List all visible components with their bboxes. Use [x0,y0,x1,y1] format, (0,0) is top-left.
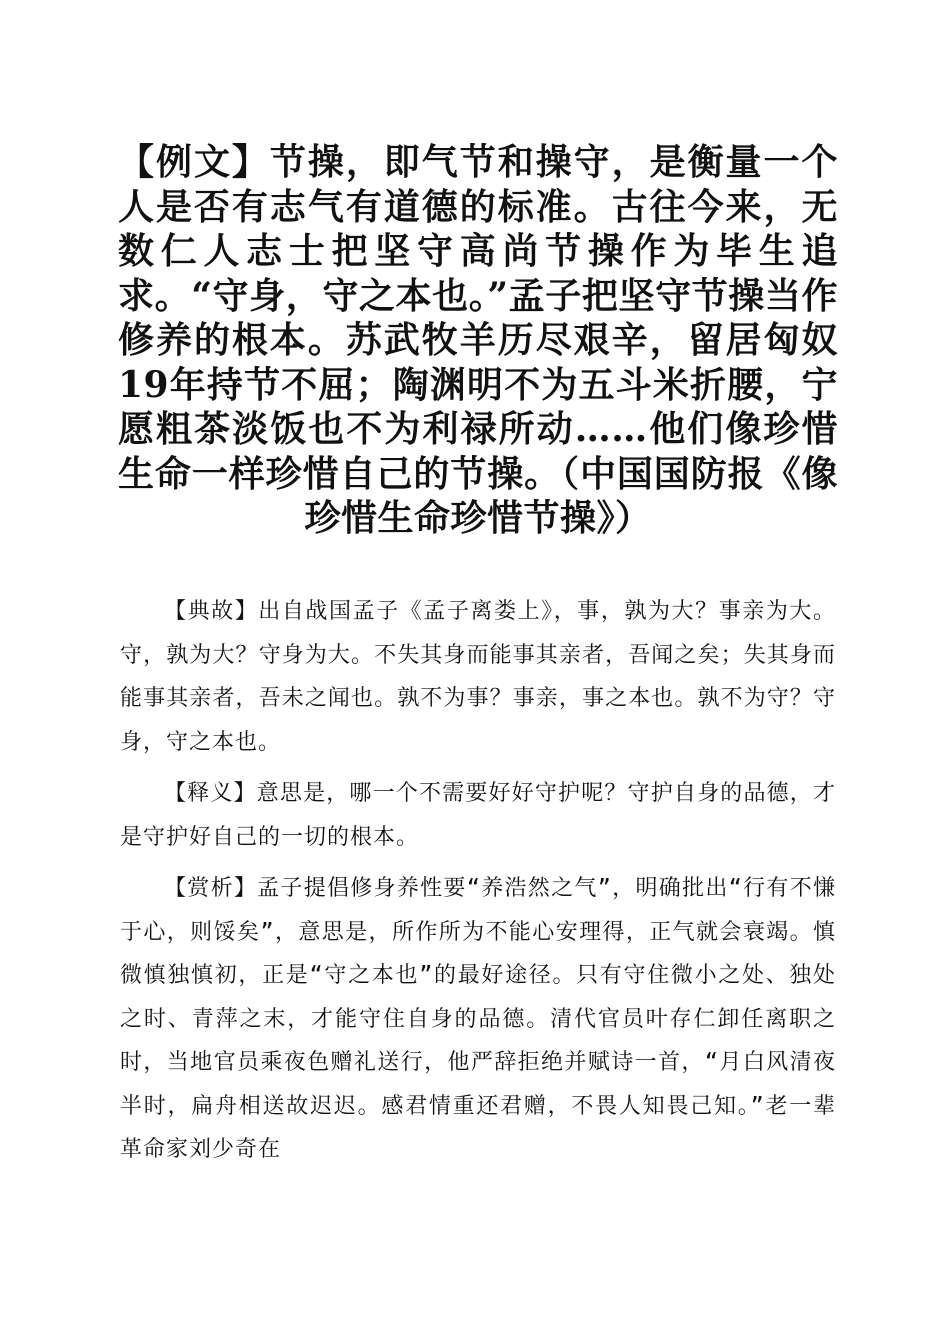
example-paragraph: 【例文】节操，即气节和操守，是衡量一个人是否有志气有道德的标准。古往今来，无数仁人志士把坚守高尚节操作为毕生追求。“守身，守之本也。”孟子把坚守节操当作修养的根本。苏武牧羊历尽艰辛，留居匈奴19年持节不屈；陶渊明不为五斗米折腰，宁愿粗茶淡饭也不为利禄所动……他们像珍惜生命一样珍惜自己的节操。（中国国防报《像珍惜生命珍惜节操》） [118,141,838,539]
appreciation-paragraph: 【赏析】孟子提倡修身养性要“养浩然之气”，明确批出“行有不慊于心，则馁矣”，意思是，所作所为不能心安理得，正气就会衰竭。慎微慎独慎初，正是“守之本也”的最好途径。只有守住微小之处、独处之时、青萍之末，才能守住自身的品德。清代官员叶存仁卸任离职之时，当地官员乘夜色赠礼送行，他严辞拒绝并赋诗一首，“月白风清夜半时，扁舟相送故迟迟。感君情重还君赠，不畏人知畏己知。”老一辈革命家刘少奇在 [120,876,836,1162]
allusion-paragraph: 【典故】出自战国孟子《孟子离娄上》，事，孰为大？事亲为大。守，孰为大？守身为大。不失其身而能事其亲者，吾闻之矣；失其身而能事其亲者，吾未之闻也。孰不为事？事亲，事之本也。孰不为守？守身，守之本也。 [120,599,836,755]
interpretation-paragraph: 【释义】意思是，哪一个不需要好好守护呢？守护自身的品德，才是守护好自己的一切的根本。 [120,781,836,850]
article-body [120,590,836,1172]
